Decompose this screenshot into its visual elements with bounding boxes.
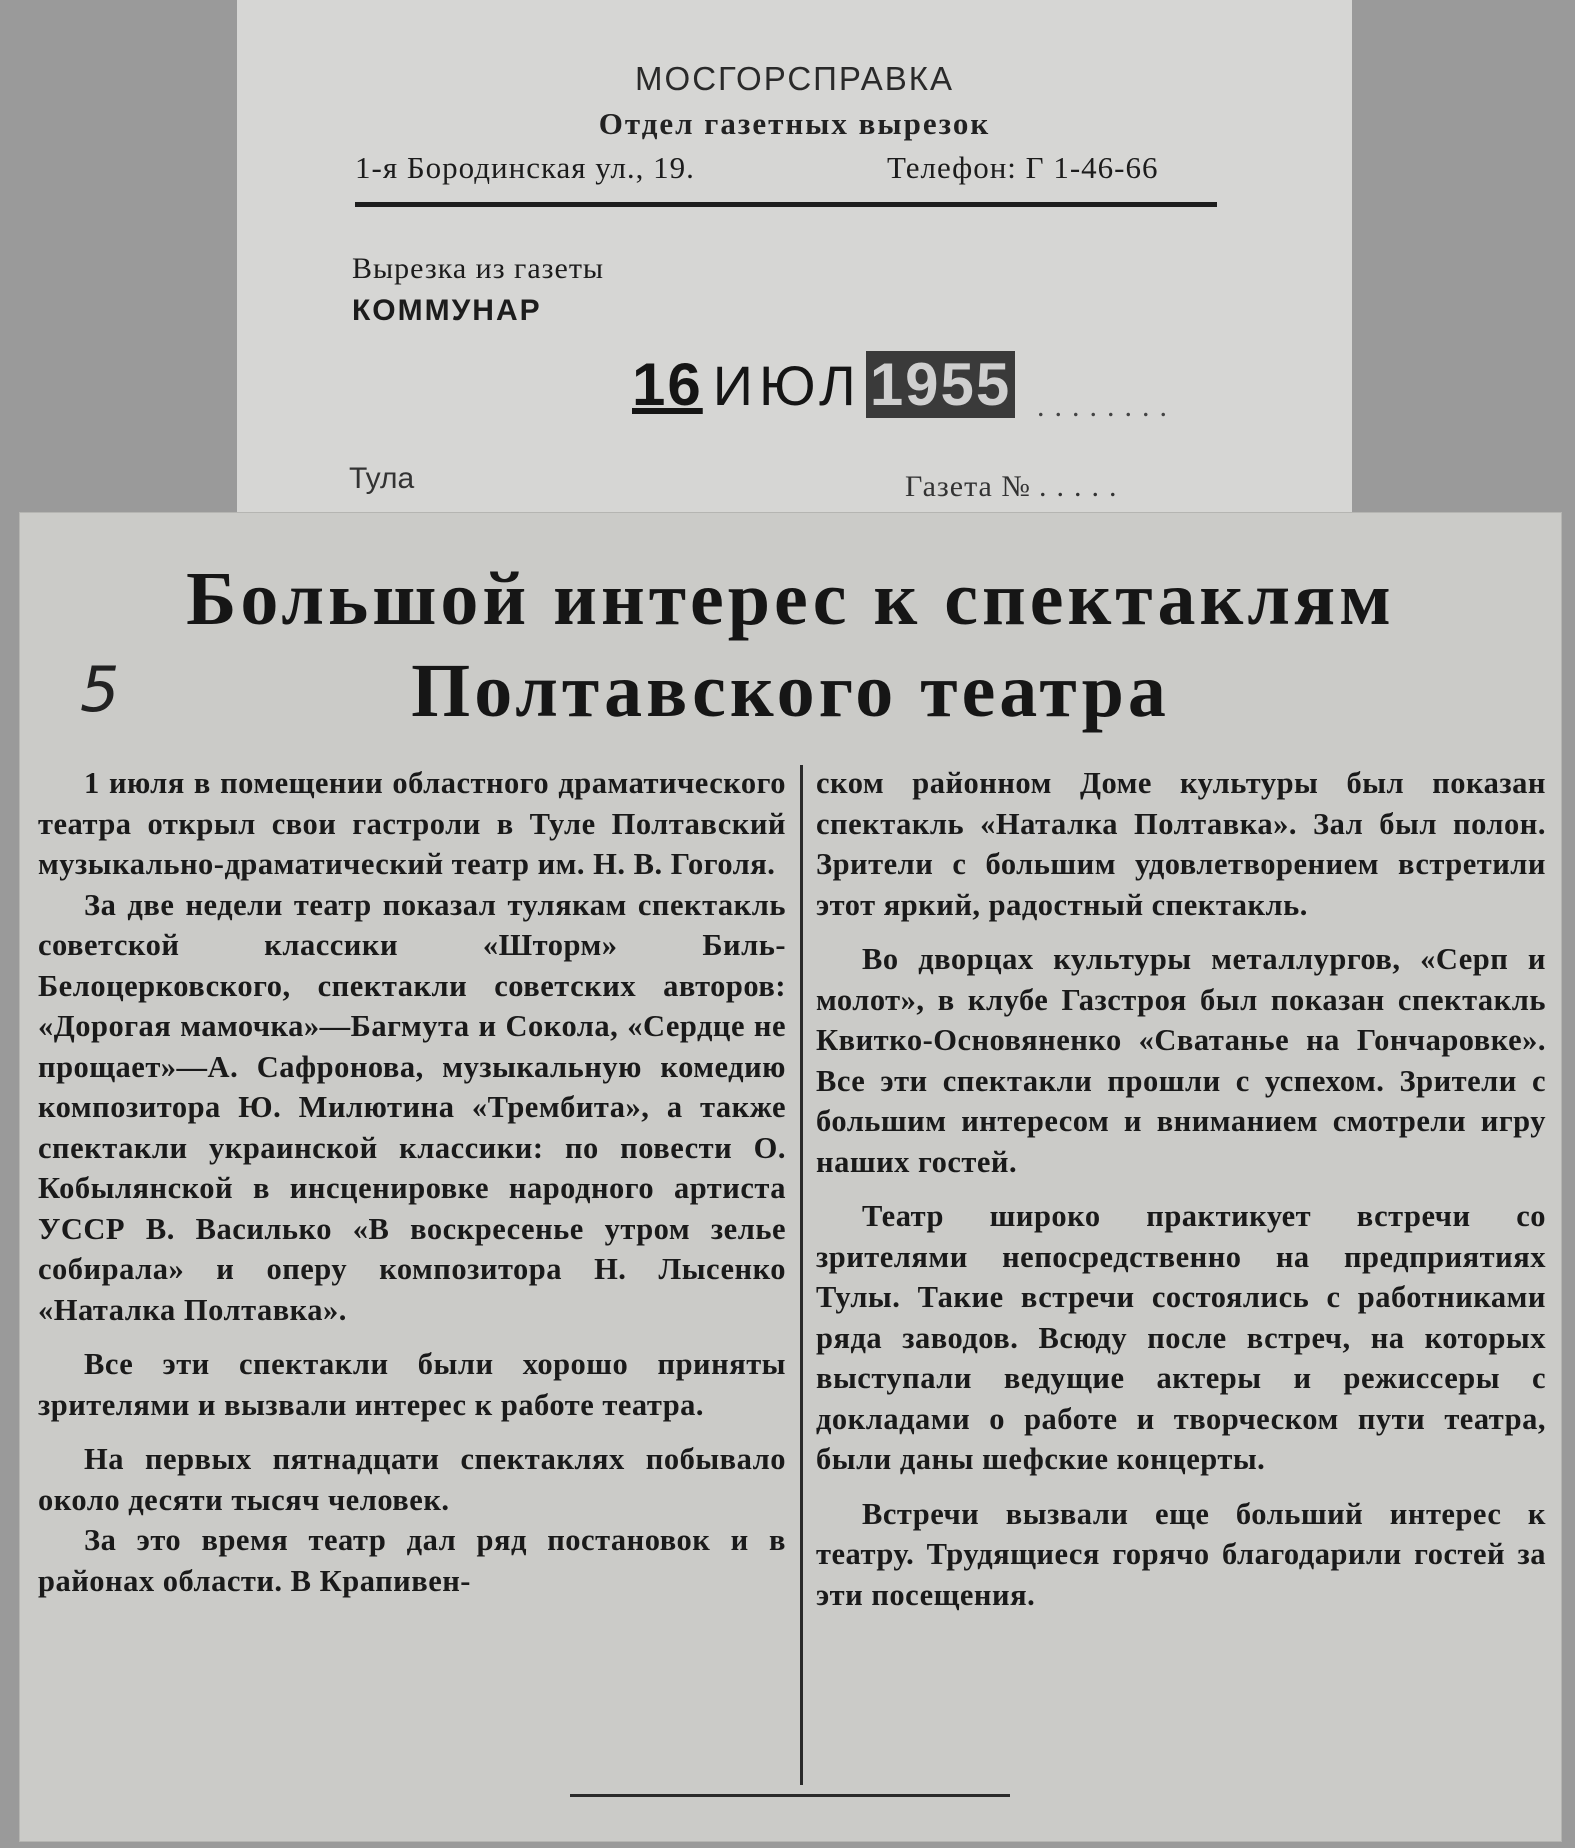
agency-address: 1-я Бородинская ул., 19. xyxy=(355,150,695,185)
article-headline xyxy=(20,553,1561,737)
issue-label: Газета № xyxy=(905,470,1031,503)
issue-dots: ..... xyxy=(1039,470,1127,503)
paragraph: Театр широко практикует встречи со зрителями непосредственно на предприятиях Тулы. Такие встречи состоялись с работниками ряда заводов. Всюду после встреч, на которых выступали ведущие актеры и режиссеры с докладами о работе и творческом пути театра, были даны шефские концерты. xyxy=(816,1199,1546,1476)
paragraph: Встречи вызвали еще больший интерес к театру. Трудящиеся горячо благодарили гостей за эти посещения. xyxy=(816,1496,1546,1612)
issue-number xyxy=(905,470,1127,504)
newspaper-clipping xyxy=(20,513,1561,1841)
paragraph: За это время театр дал ряд постановок и в районах области. В Крапивен- xyxy=(38,1523,786,1598)
paragraph: На первых пятнадцати спектаклях побывало около десяти тысяч человек. xyxy=(38,1442,786,1517)
label-divider xyxy=(355,202,1217,207)
paragraph: За две недели театр показал тулякам спектакль советской классики «Шторм» Биль-Белоцерковского, спектакли советских авторов: «Дорогая мамочка»—Багмута и Сокола, «Сердце не прощает»—А. Сафронова, музыкальную комедию композитора Ю. Милютина «Трембита», а также спектакли украинской классики: по повести О. Кобылянской в инсценировке народного артиста УССР В. Василько «В воскресенье утром зелье собирала» и оперу композитора Н. Лысенко «Наталка Полтавка». xyxy=(38,887,786,1327)
paragraph: Все эти спектакли были хорошо приняты зрителями и вызвали интерес к работе театра. xyxy=(38,1347,786,1422)
article-column-right xyxy=(816,763,1546,1615)
headline-line-2: Полтавского театра xyxy=(411,649,1170,733)
column-divider xyxy=(800,765,803,1785)
article-end-rule xyxy=(570,1794,1010,1797)
agency-name: МОСГОРСПРАВКА xyxy=(635,60,954,97)
article-column-left xyxy=(38,763,786,1601)
handwritten-number: 5 xyxy=(80,653,120,726)
cutting-from-label: Вырезка из газеты xyxy=(352,252,605,285)
date-stamp xyxy=(632,350,1015,419)
agency-phone: Телефон: Г 1-46-66 xyxy=(887,150,1159,185)
stamp-month: ИЮЛ xyxy=(712,354,862,417)
newspaper-name: КОММУНАР xyxy=(352,294,542,327)
paragraph: ском районном Доме культуры был показан спектакль «Наталка Полтавка». Зал был полон. Зрители с большим удовлетворением встретили этот яркий, радостный спектакль. xyxy=(816,766,1546,922)
paragraph: 1 июля в помещении областного драматического театра открыл свои гастроли в Туле Полтавский музыкально-драматический театр им. Н. В. Гоголя. xyxy=(38,766,786,881)
department-name: Отдел газетных вырезок xyxy=(598,106,991,141)
date-dots: ........ xyxy=(1037,390,1177,423)
paragraph: Во дворцах культуры металлургов, «Серп и молот», в клубе Газстроя был показан спектакль Квитко-Основяненко «Сватанье на Гончаровке». Все эти спектакли прошли с успехом. Зрители с большим интересом и вниманием смотрели игру наших гостей. xyxy=(816,942,1546,1179)
stamp-day: 16 xyxy=(632,351,703,418)
stamp-year: 1955 xyxy=(866,351,1015,418)
headline-line-1: Большой интерес к спектаклям xyxy=(186,557,1395,641)
clipping-service-label xyxy=(237,0,1352,560)
city-name: Тула xyxy=(349,462,415,495)
